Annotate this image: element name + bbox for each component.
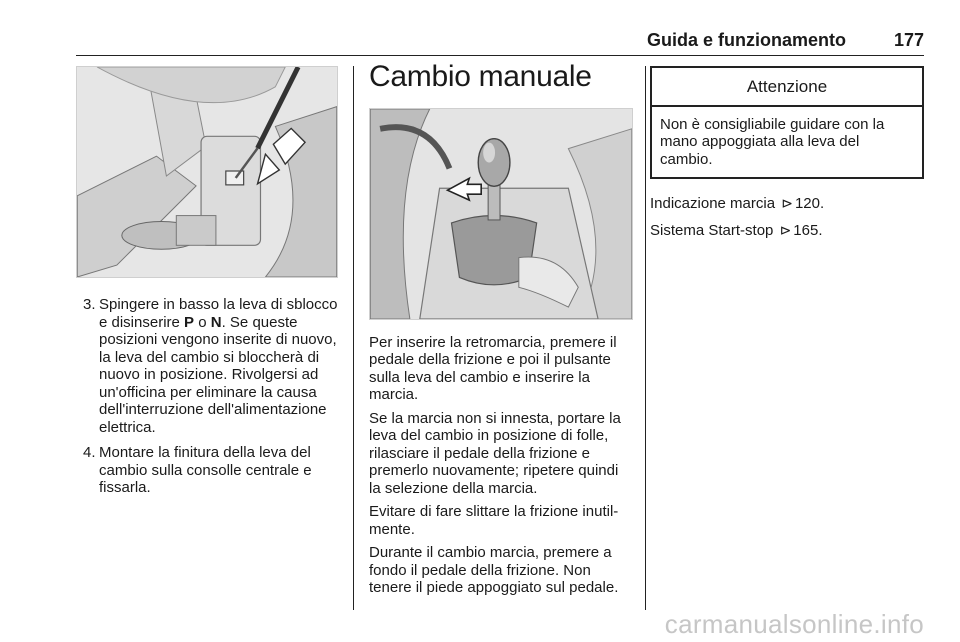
step-list — [76, 296, 338, 497]
header-rule — [76, 55, 924, 56]
page-header — [76, 26, 924, 52]
step-text: Montare la finitura della leva del cambio sulla consolle centrale e fissarla. — [99, 444, 312, 496]
right-column — [650, 66, 924, 248]
figure-gear-lever — [369, 108, 633, 320]
watermark: carmanualsonline.info — [664, 609, 924, 639]
section-title: Guida e funzionamento — [646, 30, 846, 50]
page-number: 177 — [893, 30, 924, 50]
paragraph: Se la marcia non si innesta, portare la leva del cambio in posizione di folle, rilasciare il pedale della frizione e premerlo nuovamente; ripetere quindi la selezione della marcia. — [369, 409, 621, 497]
paragraph: Evitare di fare slittare la frizione inutilmente. — [369, 503, 619, 538]
gear-lever-illustration — [370, 109, 632, 319]
attention-body: Non è consigliabile guidare con la mano appoggiata alla leva del cambio. — [660, 115, 885, 168]
column-divider-left — [353, 66, 354, 610]
paragraph: Durante il cambio marcia, premere a fondo il pedale della frizione. Non tenere il piede appoggiato sul pedale. — [369, 544, 619, 596]
screwdriver-illustration — [77, 67, 337, 277]
gear-p: P — [184, 313, 195, 331]
attention-box — [650, 66, 924, 179]
left-column — [76, 66, 338, 505]
step-number: 3. — [83, 296, 96, 313]
middle-column — [369, 60, 633, 603]
cross-reference[interactable]: Indicazione marcia ⊳ 120. — [650, 195, 825, 212]
column-divider-right — [645, 66, 646, 610]
paragraph: Per inserire la retromarcia, premere il pedale della frizione e poi il pulsante sulla leva del cambio e inserire la marcia. — [369, 333, 617, 403]
gear-n: N — [210, 313, 222, 331]
attention-title: Attenzione — [652, 68, 922, 107]
figure-screwdriver-release — [76, 66, 338, 278]
section-heading: Cambio manuale — [369, 60, 592, 93]
page-ref-arrow-icon: ⊳ — [779, 221, 792, 238]
page-ref-arrow-icon: ⊳ — [781, 195, 793, 211]
step-item — [76, 444, 338, 497]
step-number: 4. — [83, 444, 96, 461]
step-item: 3. Spingere in basso la leva di sblocco e disinserire P o N. Se queste posizioni vengono inserite di nuovo, la leva del cambio si bloccherà di nuovo in posizione. Rivolgersi ad un'officina per eliminare la causa dell'interruzione dell'alimentazione elettrica. — [83, 296, 338, 436]
cross-reference[interactable]: Sistema Start-stop ⊳ 165. — [650, 221, 823, 239]
